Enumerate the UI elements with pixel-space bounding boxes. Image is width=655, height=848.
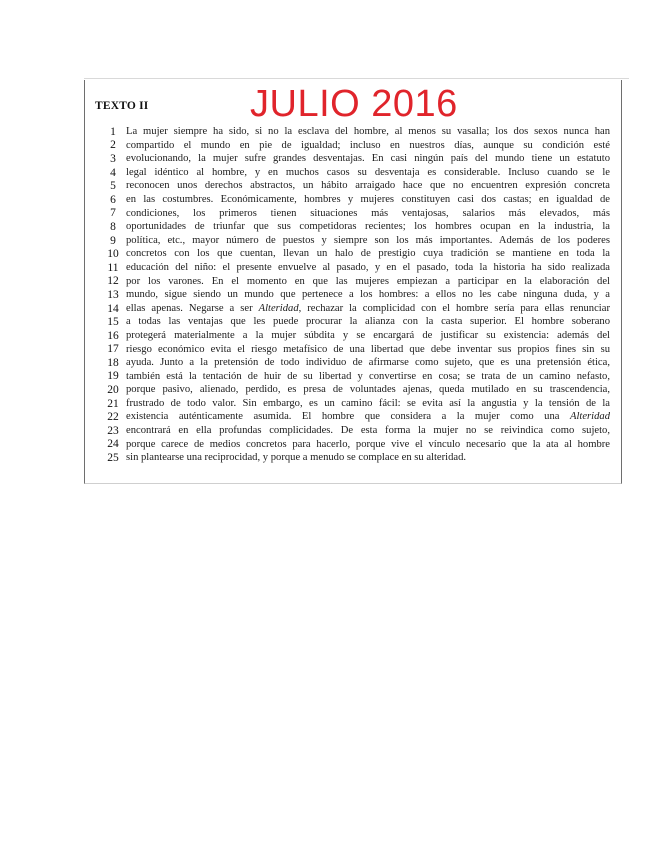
line-number: 15 [107,316,119,329]
line-number: 4 [110,166,116,179]
line-number: 24 [107,438,119,451]
line-number: 12 [107,275,119,288]
section-label: TEXTO II [95,100,149,112]
line-number: 3 [110,152,116,165]
line-number: 16 [107,329,119,342]
top-rule [84,78,629,79]
line-text: evolucionando, la mujer sufre grandes desventajas. En casi ningún país del mundo tiene un estatuto [126,153,610,165]
text-line [100,275,610,289]
text-line [100,220,610,234]
line-text: concretos con los que cuentan, llevan un halo de prestigio cuya tradición se mantiene en toda la [126,248,610,260]
line-text: porque carece de medios concretos para hacerlo, porque vive el vínculo necesario que la ata al hombre [126,438,610,450]
text-line [100,410,610,424]
line-text: protegerá materialmente a la mujer súbdita y se encargará de justificar su existencia: además del [126,329,610,341]
line-text: compartido el mundo en pie de igualdad; incluso en nuestros días, aunque su condición esté [126,139,610,151]
line-number: 22 [107,411,119,424]
line-number: 7 [110,207,116,220]
line-text: frustrado de todo valor. Sin embargo, es un camino fácil: se evita así la angustia y la tensión de la [126,397,610,409]
line-number: 23 [107,424,119,437]
line-number: 25 [107,452,119,465]
text-line [100,302,610,316]
line-text: encontrará en ella profundas complicidades. De esta forma la mujer no se reivindica como sujeto, [126,425,610,437]
line-number: 11 [107,261,119,274]
line-text: a todas las ventajas que les puede procurar la alianza con la casta superior. El hombre soberano [126,316,610,328]
line-number: 13 [107,288,119,301]
line-text: política, etc., mayor número de puestos y siempre son los más importantes. Además de los poderes [126,234,610,246]
text-line [100,315,610,329]
text-line [100,329,610,343]
line-text: también está la tentación de huir de su libertad y convertirse en cosa; se trata de un camino nefasto, [126,370,610,382]
line-text: La mujer siempre ha sido, si no la esclava del hombre, al menos su vasalla; los dos sexos nunca han [126,126,610,137]
line-number: 2 [110,139,116,152]
text-line [100,193,610,207]
text-line [100,234,610,248]
line-number: 19 [107,370,119,383]
text-line [100,166,610,180]
text-line [100,139,610,153]
text-body [100,125,610,465]
text-line [100,451,610,465]
text-line [100,343,610,357]
line-number: 8 [110,220,116,233]
text-line [100,424,610,438]
text-line [100,207,610,221]
line-text: educación del niño: el presente envuelve al pasado, y en el pasado, toda la historia ha sido realizada [126,261,610,273]
text-line [100,438,610,452]
line-number: 5 [110,180,116,193]
text-line [100,383,610,397]
text-line [100,125,610,139]
line-number: 18 [107,356,119,369]
line-text: legal idéntico al hombre, y en muchos casos su desventaja es considerable. Incluso cuando se le [126,166,610,178]
text-line [100,288,610,302]
line-number: 17 [107,343,119,356]
line-text: sin plantearse una reciprocidad, y porque a menudo se complace en su alteridad. [126,452,467,464]
line-text: ayuda. Junto a la pretensión de todo individuo de afirmarse como sujeto, que es una pretensión ética, [126,357,610,369]
line-number: 1 [110,125,116,138]
text-line [100,370,610,384]
text-line [100,356,610,370]
line-number: 14 [107,302,119,315]
line-text: existencia auténticamente asumida. El hombre que considera a la mujer como una Alteridad [126,411,610,423]
line-text: oportunidades de triunfar que sus competidoras recientes; los hombres ocupan en la industria, la [126,221,610,233]
line-text: en las costumbres. Económicamente, hombres y mujeres constituyen casi dos castas; en igualdad de [126,193,610,205]
text-line [100,179,610,193]
date-stamp: JULIO 2016 [250,83,458,125]
line-text: riesgo económico evita el riesgo metafísico de una libertad que debe inventar sus propios fines sin su [126,343,610,355]
line-text: ellas apenas. Negarse a ser Alteridad, rechazar la complicidad con el hombre sería para ellas renunciar [126,302,610,314]
line-text: porque pasivo, alienado, perdido, es presa de voluntades ajenas, queda mutilado en su trascendencia, [126,384,610,396]
line-text: por los varones. En el momento en que las mujeres empiezan a participar en la elaboración del [126,275,610,287]
line-number: 9 [110,234,116,247]
line-number: 20 [107,384,119,397]
line-number: 6 [110,193,116,206]
line-text: condiciones, los primeros tienen situaciones más ventajosas, salarios más elevados, más [126,207,610,219]
text-line [100,247,610,261]
line-number: 21 [107,397,119,410]
line-number: 10 [107,248,119,261]
text-line [100,152,610,166]
line-text: mundo, sigue siendo un mundo que pertenece a los hombres: a ellos no les cabe ninguna duda, y a [126,289,610,301]
line-text: reconocen unos derechos abstractos, un hábito arraigado hace que no encuentren expresión concreta [126,180,610,192]
text-line [100,397,610,411]
text-line [100,261,610,275]
